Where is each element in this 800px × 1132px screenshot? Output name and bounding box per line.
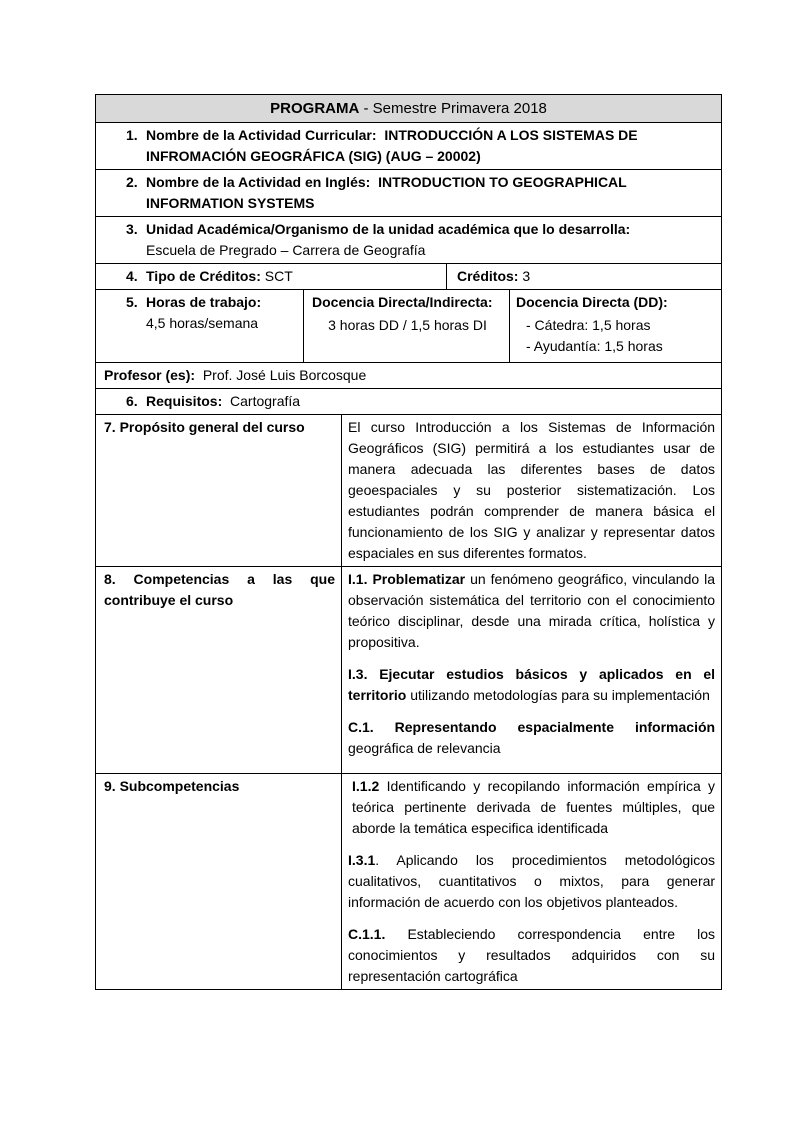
profesor-label: Profesor (es): xyxy=(104,367,196,383)
profesor-value: Prof. José Luis Borcosque xyxy=(202,367,367,383)
row2-label: Nombre de la Actividad en Inglés: xyxy=(146,174,371,190)
row5-value: 4,5 horas/semana xyxy=(146,315,259,331)
purpose-label: 7. Propósito general del curso xyxy=(96,415,342,567)
row1-label: Nombre de la Actividad Curricular: xyxy=(146,127,377,143)
subcompetency-item: I.1.2 Identificando y recopilando información empírica y teórica pertinente derivada de fuentes múltiples, que aborde la temática especifica identificada xyxy=(352,778,716,836)
row-purpose xyxy=(96,415,722,567)
row2-value: INTRODUCTION TO GEOGRAPHICAL INFORMATION SYSTEMS xyxy=(146,174,627,211)
row-credits xyxy=(96,264,722,290)
competency-item: C.1. Representando espacialmente información geográfica de relevancia xyxy=(348,719,716,756)
row-english-name xyxy=(96,170,722,217)
row4-value: SCT xyxy=(264,268,293,284)
competency-item: I.1. Problematizar un fenómeno geográfico, vinculando la observación sistemática del territorio con el conocimiento teórico disciplinar, desde una mirada crítica, holística y propositiva. xyxy=(348,571,716,650)
row1-number: 1. xyxy=(126,127,138,143)
row1-value: INTRODUCCIÓN A LOS SISTEMAS DE INFROMACIÓN GEOGRÁFICA (SIG) (AUG – 20002) xyxy=(146,127,638,164)
row-activity-name xyxy=(96,123,722,170)
subcompetencies-label: 9. Subcompetencias xyxy=(96,774,342,990)
competency-item: I.3. Ejecutar estudios básicos y aplicados en el territorio utilizando metodologías para su implementación xyxy=(348,666,716,703)
row-hours xyxy=(96,290,722,363)
dd-item-catedra: - Cátedra: 1,5 horas xyxy=(526,317,651,333)
row-academic-unit xyxy=(96,217,722,264)
row6-value: Cartografía xyxy=(230,393,301,409)
row2-number: 2. xyxy=(126,174,138,190)
docencia-value: 3 horas DD / 1,5 horas DI xyxy=(328,317,487,333)
row4-label: Tipo de Créditos: xyxy=(146,268,261,284)
dd-item-ayudantia: - Ayudantía: 1,5 horas xyxy=(526,338,663,354)
creditos-label: Créditos: xyxy=(457,268,519,284)
row3-value: Escuela de Pregrado – Carrera de Geografía xyxy=(146,242,426,258)
subcompetency-item: I.3.1. Aplicando los procedimientos metodológicos cualitativos, cuantitativos o mixtos, para generar información de acuerdo con los objetivos planteados. xyxy=(348,852,716,910)
program-table xyxy=(95,94,722,990)
competencies-label: 8. Competencias a las que contribuye el curso xyxy=(96,567,342,774)
row-subcompetencies xyxy=(96,774,722,990)
row5-label: Horas de trabajo: xyxy=(146,294,262,310)
row6-number: 6. xyxy=(126,393,138,409)
row4-number: 4. xyxy=(126,268,138,284)
row-requirements xyxy=(96,389,722,415)
row3-label: Unidad Académica/Organismo de la unidad académica que lo desarrolla: xyxy=(146,221,631,237)
creditos-value: 3 xyxy=(522,268,531,284)
title-row xyxy=(96,95,722,123)
row-professor xyxy=(96,363,722,389)
purpose-text: El curso Introducción a los Sistemas de Información Geográficos (SIG) permitirá a los estudiantes usar de manera adecuada las diferentes bases de datos geoespaciales y su posterior sistematización. Los estudiantes podrán comprender de manera básica el funcionamiento de los SIG y analizar y representar datos espaciales en sus diferentes formatos. xyxy=(342,415,722,567)
row5-number: 5. xyxy=(126,294,138,310)
dd-label: Docencia Directa (DD): xyxy=(516,294,668,310)
title-rest: - Semestre Primavera 2018 xyxy=(359,100,547,117)
title-bold: PROGRAMA xyxy=(270,100,360,117)
row3-number: 3. xyxy=(126,221,138,237)
docencia-label: Docencia Directa/Indirecta: xyxy=(312,294,493,310)
page-title xyxy=(96,95,722,123)
row-competencies xyxy=(96,567,722,774)
subcompetency-item: C.1.1. Estableciendo correspondencia entre los conocimientos y resultados adquiridos con su representación cartográfica xyxy=(348,926,716,984)
row6-label: Requisitos: xyxy=(146,393,223,409)
